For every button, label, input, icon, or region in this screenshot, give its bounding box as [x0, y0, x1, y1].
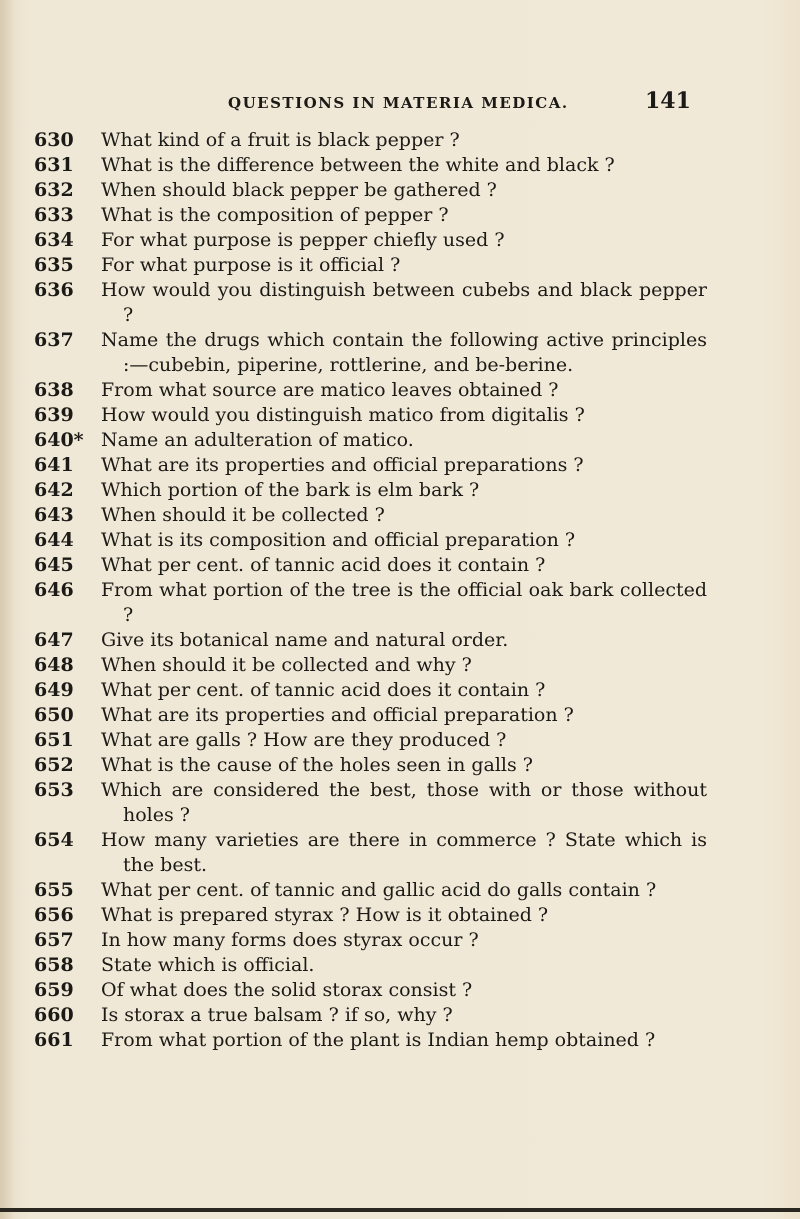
question-number: 651: [34, 729, 74, 751]
question-number: 639: [34, 404, 74, 426]
question-text: When should black pepper be gathered ?: [101, 179, 497, 201]
question-item: [0, 628, 800, 653]
question-item: [0, 528, 800, 553]
question-text: What per cent. of tannic acid does it contain ?: [101, 679, 546, 701]
question-number: 653: [34, 779, 74, 801]
question-list: [0, 128, 800, 1053]
question-number: 641: [34, 454, 74, 476]
question-number: 630: [34, 129, 74, 151]
question-text: From what portion of the tree is the official oak bark collected ?: [101, 579, 707, 626]
question-item: [0, 928, 800, 953]
question-text: How would you distinguish matico from digitalis ?: [101, 404, 585, 426]
question-text: For what purpose is it official ?: [101, 254, 401, 276]
question-number: 646: [34, 579, 74, 601]
question-number: 656: [34, 904, 74, 926]
question-text: What are its properties and official preparation ?: [101, 704, 574, 726]
question-text: What are its properties and official preparations ?: [101, 454, 584, 476]
question-text: What kind of a fruit is black pepper ?: [101, 129, 460, 151]
question-number: 649: [34, 679, 74, 701]
question-item: [0, 903, 800, 928]
question-item: [0, 703, 800, 728]
question-item: [0, 228, 800, 253]
question-item: [0, 428, 800, 453]
question-number: 640*: [34, 429, 84, 451]
question-text: From what source are matico leaves obtained ?: [101, 379, 559, 401]
question-number: 647: [34, 629, 74, 651]
question-item: [0, 578, 800, 628]
question-text: In how many forms does styrax occur ?: [101, 929, 479, 951]
question-text: What is its composition and official preparation ?: [101, 529, 576, 551]
question-number: 644: [34, 529, 74, 551]
question-item: [0, 678, 800, 703]
question-text: Name the drugs which contain the following active principles :—cubebin, piperine, rottlerine, and be-berine.: [101, 329, 707, 376]
question-number: 633: [34, 204, 74, 226]
question-text: Is storax a true balsam ? if so, why ?: [101, 1004, 453, 1026]
question-text: What is the composition of pepper ?: [101, 204, 449, 226]
question-item: [0, 128, 800, 153]
question-item: [0, 403, 800, 428]
question-number: 654: [34, 829, 74, 851]
question-item: [0, 328, 800, 378]
question-number: 643: [34, 504, 74, 526]
question-number: 657: [34, 929, 74, 951]
question-number: 658: [34, 954, 74, 976]
question-text: Name an adulteration of matico.: [101, 429, 414, 451]
question-item: [0, 378, 800, 403]
question-number: 634: [34, 229, 74, 251]
question-number: 652: [34, 754, 74, 776]
question-item: [0, 553, 800, 578]
question-number: 645: [34, 554, 74, 576]
bottom-rule: [0, 1208, 800, 1212]
question-text: Of what does the solid storax consist ?: [101, 979, 473, 1001]
question-number: 648: [34, 654, 74, 676]
question-number: 660: [34, 1004, 74, 1026]
question-item: [0, 828, 800, 878]
question-item: [0, 503, 800, 528]
question-text: When should it be collected and why ?: [101, 654, 472, 676]
question-number: 650: [34, 704, 74, 726]
question-item: [0, 253, 800, 278]
question-item: [0, 203, 800, 228]
question-item: [0, 178, 800, 203]
question-text: How would you distinguish between cubebs and black pepper ?: [101, 279, 707, 326]
question-item: [0, 878, 800, 903]
question-number: 636: [34, 279, 74, 301]
question-text: For what purpose is pepper chiefly used ?: [101, 229, 505, 251]
question-item: [0, 1028, 800, 1053]
question-text: What per cent. of tannic and gallic acid do galls contain ?: [101, 879, 657, 901]
question-number: 635: [34, 254, 74, 276]
question-text: Which are considered the best, those with or those without holes ?: [101, 779, 707, 826]
question-item: [0, 453, 800, 478]
question-text: What is the difference between the white and black ?: [101, 154, 615, 176]
page-number: 141: [645, 88, 691, 114]
question-item: [0, 653, 800, 678]
question-item: [0, 753, 800, 778]
question-text: What is the cause of the holes seen in galls ?: [101, 754, 533, 776]
question-number: 661: [34, 1029, 74, 1051]
question-number: 642: [34, 479, 74, 501]
question-text: From what portion of the plant is Indian hemp obtained ?: [101, 1029, 656, 1051]
question-text: State which is official.: [101, 954, 315, 976]
question-item: [0, 278, 800, 328]
question-item: [0, 953, 800, 978]
question-number: 632: [34, 179, 74, 201]
question-text: What per cent. of tannic acid does it contain ?: [101, 554, 546, 576]
question-text: What is prepared styrax ? How is it obtained ?: [101, 904, 549, 926]
question-item: [0, 778, 800, 828]
question-text: Give its botanical name and natural order.: [101, 629, 509, 651]
question-text: How many varieties are there in commerce ? State which is the best.: [101, 829, 707, 876]
question-number: 655: [34, 879, 74, 901]
question-number: 638: [34, 379, 74, 401]
running-head: QUESTIONS IN MATERIA MEDICA.: [228, 94, 569, 112]
question-item: [0, 478, 800, 503]
question-item: [0, 1003, 800, 1028]
question-text: What are galls ? How are they produced ?: [101, 729, 507, 751]
page-header: [0, 88, 800, 118]
question-text: When should it be collected ?: [101, 504, 385, 526]
question-text: Which portion of the bark is elm bark ?: [101, 479, 480, 501]
question-number: 659: [34, 979, 74, 1001]
question-number: 631: [34, 154, 74, 176]
question-item: [0, 153, 800, 178]
question-number: 637: [34, 329, 74, 351]
question-item: [0, 728, 800, 753]
question-item: [0, 978, 800, 1003]
